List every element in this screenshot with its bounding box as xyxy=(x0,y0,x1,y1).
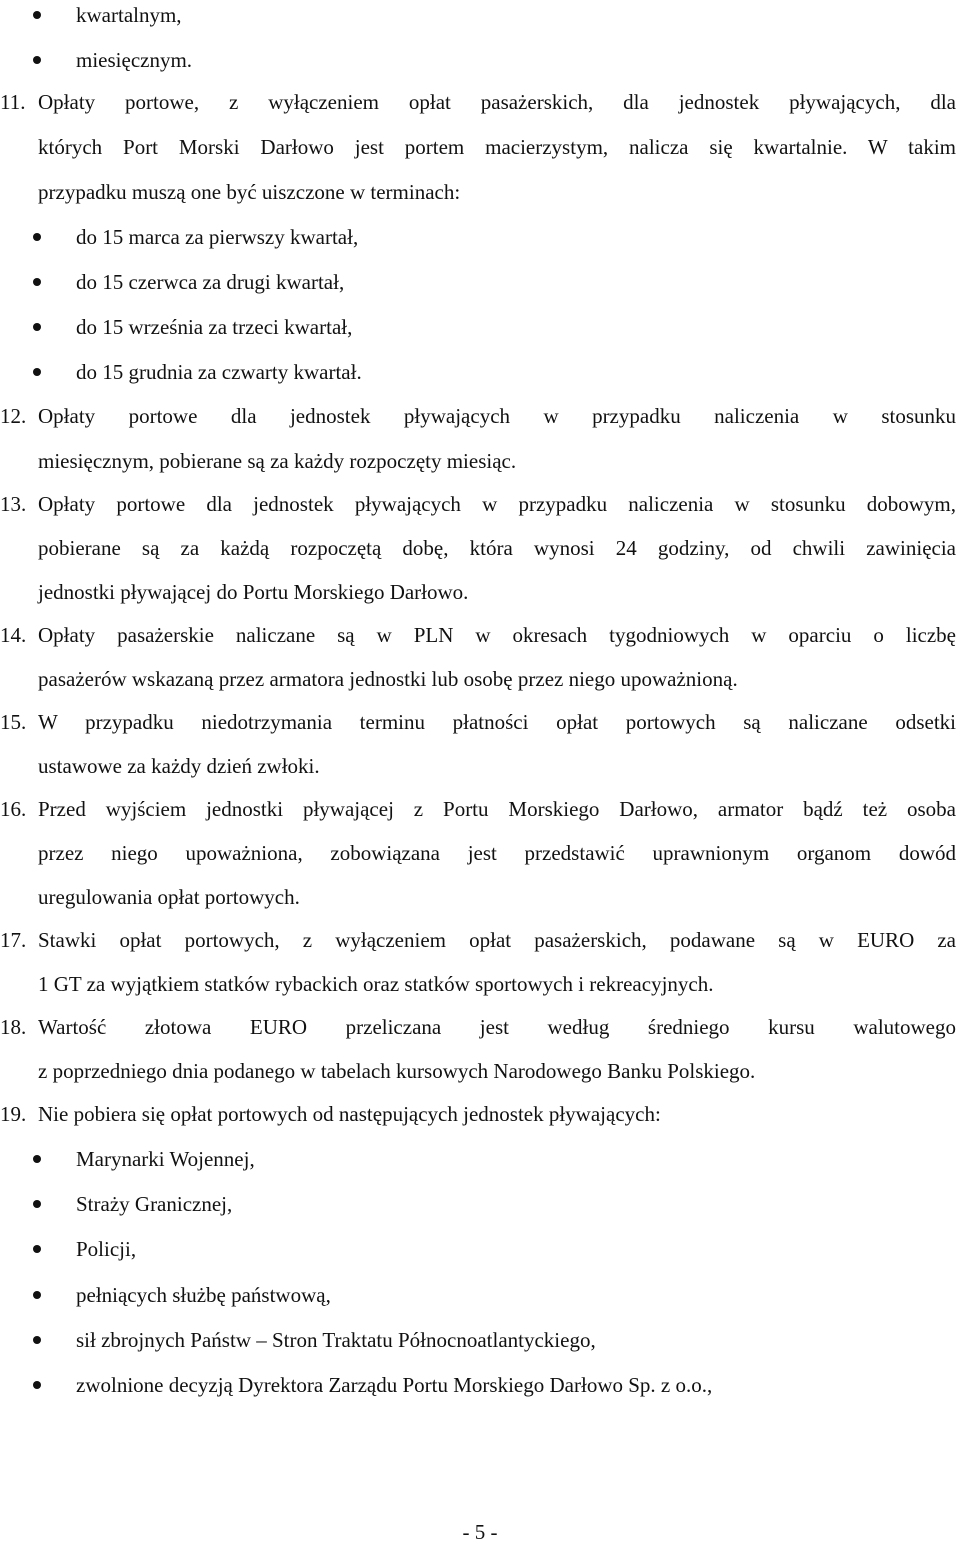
paragraph-number: 14. xyxy=(0,623,27,647)
paragraph-13-line-1: Opłaty portowe dla jednostek pływających w przypadku naliczenia w stosunku dobowym, xyxy=(38,492,956,516)
list-item: pełniących służbę państwową, xyxy=(76,1283,331,1307)
paragraph-12-line-1: Opłaty portowe dla jednostek pływających w przypadku naliczenia w stosunku xyxy=(38,404,956,428)
list-item: zwolnione decyzją Dyrektora Zarządu Portu Morskiego Darłowo Sp. z o.o., xyxy=(76,1373,713,1397)
paragraph-11-line-2: których Port Morski Darłowo jest portem macierzystym, nalicza się kwartalnie. W takim xyxy=(38,135,956,159)
paragraph-16-line-1: Przed wyjściem jednostki pływającej z Portu Morskiego Darłowo, armator bądź też osoba xyxy=(38,797,956,821)
list-item: do 15 marca za pierwszy kwartał, xyxy=(76,225,359,249)
paragraph-15-line-2: ustawowe za każdy dzień zwłoki. xyxy=(38,754,320,778)
list-item: Straży Granicznej, xyxy=(76,1192,233,1216)
paragraph-18-line-2: z poprzedniego dnia podanego w tabelach kursowych Narodowego Banku Polskiego. xyxy=(38,1059,756,1083)
bullet-marker xyxy=(33,323,41,331)
paragraph-12-line-2: miesięcznym, pobierane są za każdy rozpoczęty miesiąc. xyxy=(38,449,517,473)
paragraph-16-line-3: uregulowania opłat portowych. xyxy=(38,885,300,909)
list-item: do 15 czerwca za drugi kwartał, xyxy=(76,270,345,294)
list-item: Marynarki Wojennej, xyxy=(76,1147,255,1171)
bullet-marker xyxy=(33,1336,41,1344)
paragraph-number: 16. xyxy=(0,797,27,821)
bullet-marker xyxy=(33,56,41,64)
bullet-marker xyxy=(33,1155,41,1163)
paragraph-number: 11. xyxy=(0,90,26,114)
paragraph-19-line-1: Nie pobiera się opłat portowych od następujących jednostek pływających: xyxy=(38,1102,661,1126)
list-item: miesięcznym. xyxy=(76,48,193,72)
list-item: kwartalnym, xyxy=(76,3,182,27)
page-number: - 5 - xyxy=(462,1520,498,1544)
paragraph-15-line-1: W przypadku niedotrzymania terminu płatności opłat portowych są naliczane odsetki xyxy=(38,710,956,734)
paragraph-14-line-2: pasażerów wskazaną przez armatora jednostki lub osobę przez niego upoważnioną. xyxy=(38,667,738,691)
bullet-marker xyxy=(33,11,41,19)
paragraph-16-line-2: przez niego upoważniona, zobowiązana jest przedstawić uprawnionym organom dowód xyxy=(38,841,956,865)
paragraph-17-line-2: 1 GT za wyjątkiem statków rybackich oraz statków sportowych i rekreacyjnych. xyxy=(38,972,714,996)
paragraph-11-line-3: przypadku muszą one być uiszczone w terminach: xyxy=(38,180,461,204)
list-item: sił zbrojnych Państw – Stron Traktatu Północnoatlantyckiego, xyxy=(76,1328,596,1352)
paragraph-number: 18. xyxy=(0,1015,27,1039)
paragraph-11-line-1: Opłaty portowe, z wyłączeniem opłat pasażerskich, dla jednostek pływających, dla xyxy=(38,90,956,114)
bullet-marker xyxy=(33,368,41,376)
list-item: do 15 grudnia za czwarty kwartał. xyxy=(76,360,362,384)
list-item: do 15 września za trzeci kwartał, xyxy=(76,315,353,339)
bullet-marker xyxy=(33,278,41,286)
paragraph-number: 12. xyxy=(0,404,27,428)
paragraph-17-line-1: Stawki opłat portowych, z wyłączeniem opłat pasażerskich, podawane są w EURO za xyxy=(38,928,956,952)
bullet-marker xyxy=(33,1291,41,1299)
paragraph-13-line-2: pobierane są za każdą rozpoczętą dobę, która wynosi 24 godziny, od chwili zawinięcia xyxy=(38,536,956,560)
bullet-marker xyxy=(33,1381,41,1389)
list-item: Policji, xyxy=(76,1237,137,1261)
paragraph-number: 19. xyxy=(0,1102,27,1126)
bullet-marker xyxy=(33,233,41,241)
paragraph-14-line-1: Opłaty pasażerskie naliczane są w PLN w okresach tygodniowych w oparciu o liczbę xyxy=(38,623,956,647)
paragraph-number: 13. xyxy=(0,492,27,516)
paragraph-18-line-1: Wartość złotowa EURO przeliczana jest według średniego kursu walutowego xyxy=(38,1015,956,1039)
paragraph-13-line-3: jednostki pływającej do Portu Morskiego Darłowo. xyxy=(38,580,469,604)
paragraph-number: 17. xyxy=(0,928,27,952)
bullet-marker xyxy=(33,1245,41,1253)
bullet-marker xyxy=(33,1200,41,1208)
paragraph-number: 15. xyxy=(0,710,27,734)
